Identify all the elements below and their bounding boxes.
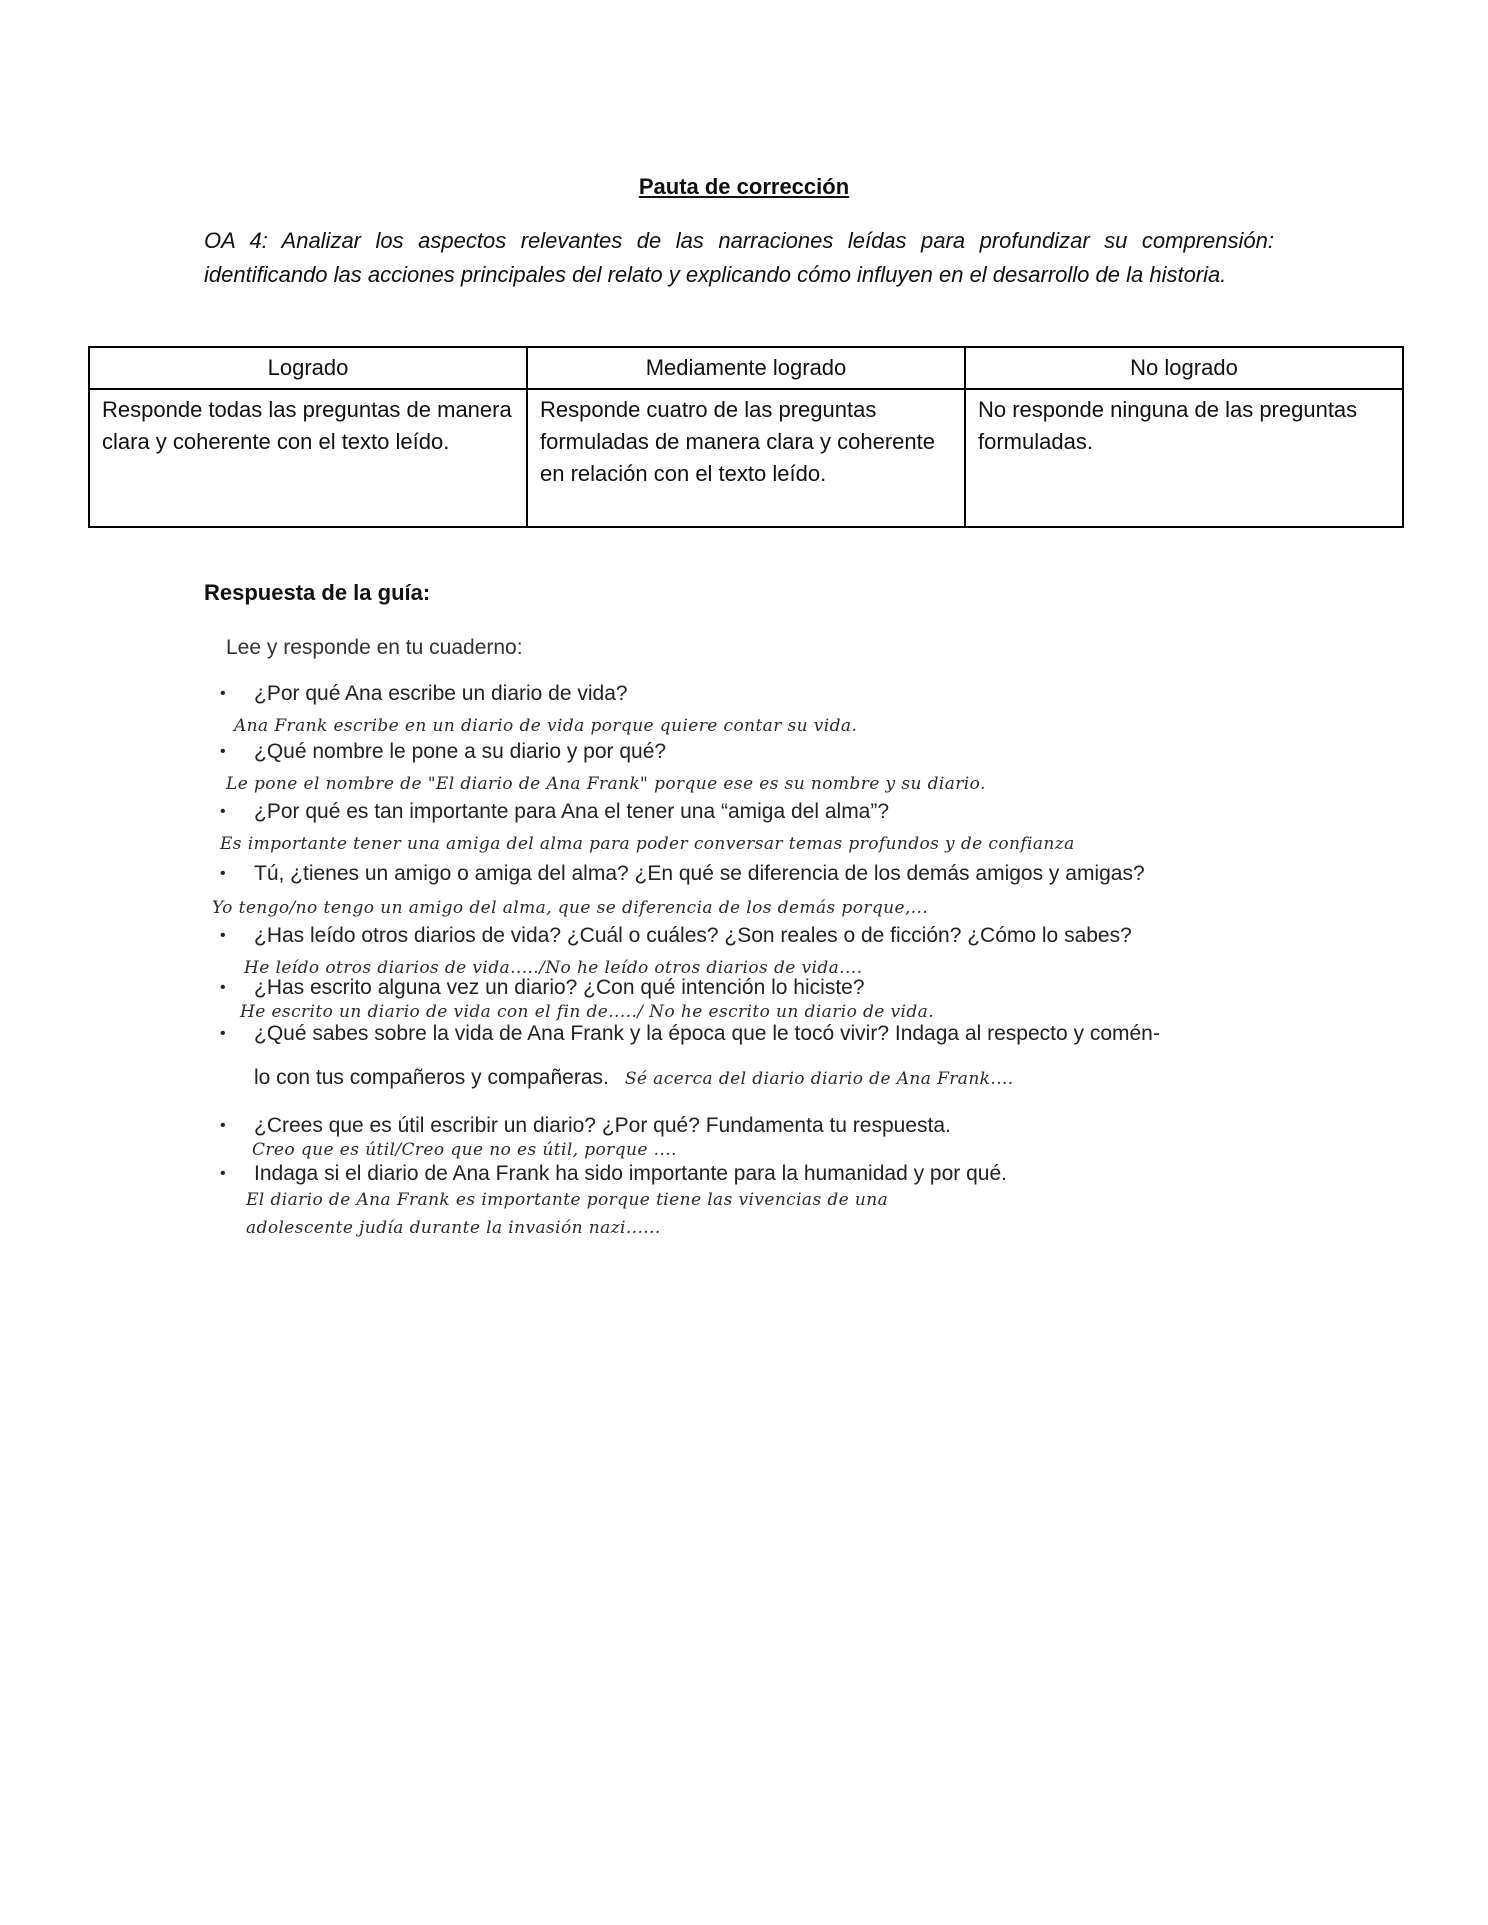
rubric-criteria-row (89, 389, 1403, 527)
bullet: • (220, 979, 226, 997)
rubric-cell-partially-achieved: Responde cuatro de las preguntas formuladas de manera clara y coherente en relación con el texto leído. (527, 389, 965, 527)
question-3 (220, 800, 889, 824)
handwritten-answer-3: Es importante tener una amiga del alma para poder conversar temas profundos y de confianza (220, 834, 1075, 854)
handwritten-answer-6: He escrito un diario de vida con el fin de...../ No he escrito un diario de vida. (240, 1002, 935, 1022)
bullet: • (220, 743, 226, 761)
rubric-cell-achieved: Responde todas las preguntas de manera clara y coherente con el texto leído. (89, 389, 527, 527)
handwritten-answer-9-continuation: adolescente judía durante la invasión nazi...... (246, 1218, 661, 1238)
handwritten-answer-2: Le pone el nombre de "El diario de Ana Frank" porque ese es su nombre y su diario. (226, 774, 986, 794)
question-text: ¿Qué sabes sobre la vida de Ana Frank y la época que le tocó vivir? Indaga al respecto y comén- (254, 1022, 1160, 1045)
question-7 (220, 1022, 1160, 1046)
handwritten-answer-9: El diario de Ana Frank es importante porque tiene las vivencias de una (246, 1190, 889, 1210)
question-text: ¿Por qué es tan importante para Ana el tener una “amiga del alma”? (254, 800, 890, 823)
answers-heading: Respuesta de la guía: (204, 580, 431, 605)
bullet: • (220, 803, 226, 821)
question-text: Indaga si el diario de Ana Frank ha sido importante para la humanidad y por qué. (254, 1162, 1007, 1185)
page-title: Pauta de corrección (638, 174, 850, 199)
question-text: Tú, ¿tienes un amigo o amiga del alma? ¿En qué se diferencia de los demás amigos y amigas? (254, 862, 1145, 885)
rubric-header-achieved: Logrado (89, 347, 527, 389)
question-2 (220, 740, 666, 764)
rubric-cell-not-achieved: No responde ninguna de las preguntas formuladas. (965, 389, 1403, 527)
learning-objective: OA 4: Analizar los aspectos relevantes de las narraciones leídas para profundizar su comprensión: identificando las acciones principales del relato y explicando cómo influyen en el desarrollo de la historia. (204, 228, 1274, 287)
handwritten-answer-5: He leído otros diarios de vida...../No he leído otros diarios de vida.... (244, 958, 863, 978)
bullet: • (220, 1025, 226, 1043)
bullet: • (220, 927, 226, 945)
bullet: • (220, 1117, 226, 1135)
guide-intro: Lee y responde en tu cuaderno: (226, 636, 523, 659)
question-7-continuation (254, 1066, 1014, 1090)
question-text: lo con tus compañeros y compañeras. (254, 1066, 609, 1089)
rubric-header-not-achieved: No logrado (965, 347, 1403, 389)
handwritten-answer-4: Yo tengo/no tengo un amigo del alma, que se diferencia de los demás porque,... (212, 898, 929, 918)
bullet: • (220, 865, 226, 883)
question-5 (220, 924, 1132, 948)
handwritten-answer-7: Sé acerca del diario diario de Ana Frank.... (624, 1069, 1014, 1089)
question-9 (220, 1162, 1007, 1186)
question-text: ¿Qué nombre le pone a su diario y por qué? (254, 740, 667, 763)
rubric-header-partially-achieved: Mediamente logrado (527, 347, 965, 389)
bullet: • (220, 685, 226, 703)
handwritten-answer-8: Creo que es útil/Creo que no es útil, porque .... (252, 1140, 677, 1160)
rubric-header-row (89, 347, 1403, 389)
question-text: ¿Has escrito alguna vez un diario? ¿Con qué intención lo hiciste? (254, 976, 865, 999)
question-text: ¿Has leído otros diarios de vida? ¿Cuál o cuáles? ¿Son reales o de ficción? ¿Cómo lo sabes? (254, 924, 1132, 947)
question-text: ¿Por qué Ana escribe un diario de vida? (254, 682, 628, 705)
handwritten-answer-1: Ana Frank escribe en un diario de vida porque quiere contar su vida. (234, 716, 858, 736)
question-6 (220, 976, 865, 1000)
question-text: ¿Crees que es útil escribir un diario? ¿Por qué? Fundamenta tu respuesta. (254, 1114, 951, 1137)
rubric-table (88, 346, 1404, 528)
bullet: • (220, 1165, 226, 1183)
question-4 (220, 862, 1145, 886)
question-8 (220, 1114, 951, 1138)
question-1 (220, 682, 628, 706)
